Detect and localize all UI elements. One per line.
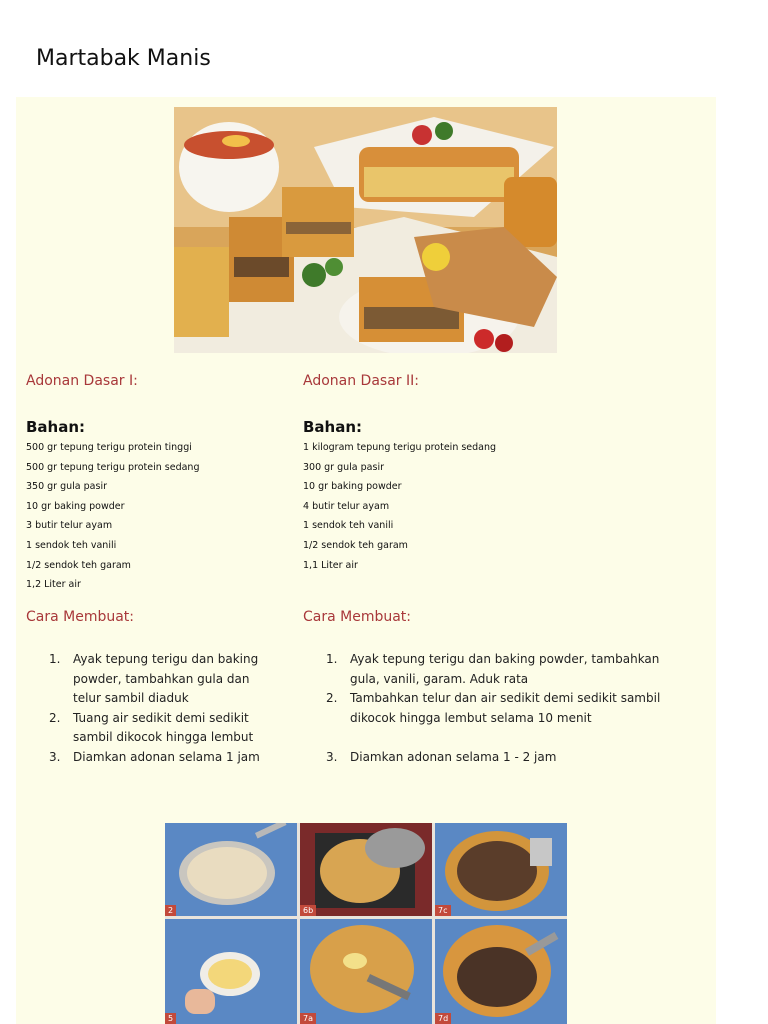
ingredient-item: 10 gr baking powder xyxy=(303,481,402,493)
step-photo-tag: 7a xyxy=(300,1013,316,1024)
ingredient-item: 1 sendok teh vanili xyxy=(26,539,117,551)
step-photo-tag: 5 xyxy=(165,1013,176,1024)
ingredient-item: 1/2 sendok teh garam xyxy=(26,559,131,571)
ingredient-item: 1 sendok teh vanili xyxy=(303,520,394,532)
step-photo-tag: 6b xyxy=(300,905,316,916)
steps-list-2 xyxy=(304,650,684,767)
step-item: 2. Tuang air sedikit demi sedikit sambil dikocok hingga lembut xyxy=(49,710,254,744)
step-photo-tag: 7c xyxy=(435,905,451,916)
steps-list-1 xyxy=(27,650,281,767)
step-photo-grid xyxy=(165,823,567,1024)
ingredient-item: 500 gr tepung terigu protein sedang xyxy=(26,461,200,473)
page-title: Martabak Manis xyxy=(36,46,211,71)
recipe-column-2 xyxy=(303,370,703,575)
ingredient-list xyxy=(303,438,703,575)
step-item: 1. Ayak tepung terigu dan baking powder, tambahkan gula dan telur sambil diaduk xyxy=(49,652,259,705)
martabak-photo xyxy=(174,107,557,353)
step-spacer xyxy=(304,728,684,748)
ingredient-item: 1/2 sendok teh garam xyxy=(303,539,408,551)
step-photo xyxy=(165,919,297,1024)
bahan-label: Bahan: xyxy=(26,418,86,436)
ingredient-list xyxy=(26,438,286,595)
cara-membuat-heading-1: Cara Membuat: xyxy=(26,609,135,625)
cara-membuat-heading-2: Cara Membuat: xyxy=(303,609,412,625)
ingredient-item: 1,1 Liter air xyxy=(303,559,358,571)
bahan-label: Bahan: xyxy=(303,418,363,436)
ingredient-item: 500 gr tepung terigu protein tinggi xyxy=(26,442,192,453)
step-photo-tag: 7d xyxy=(435,1013,451,1024)
ingredient-item: 10 gr baking powder xyxy=(26,500,125,512)
adonan-dasar-1-heading: Adonan Dasar I: xyxy=(26,373,138,389)
step-photo xyxy=(435,919,567,1024)
ingredient-item: 350 gr gula pasir xyxy=(26,481,107,493)
recipe-column-1 xyxy=(26,370,286,595)
step-photo xyxy=(300,823,432,916)
step-item: 1. Ayak tepung terigu dan baking powder, tambahkan gula, vanili, garam. Aduk rata xyxy=(326,652,660,686)
ingredient-item: 1,2 Liter air xyxy=(26,579,81,591)
ingredient-item: 1 kilogram tepung terigu protein sedang xyxy=(303,442,497,453)
step-item: 3. Diamkan adonan selama 1 jam xyxy=(49,749,260,764)
step-photo xyxy=(435,823,567,916)
ingredient-item: 300 gr gula pasir xyxy=(303,461,384,473)
adonan-dasar-2-heading: Adonan Dasar II: xyxy=(303,373,419,389)
ingredient-item: 3 butir telur ayam xyxy=(26,520,113,532)
step-photo xyxy=(300,919,432,1024)
step-item: 2. Tambahkan telur dan air sedikit demi sedikit sambil dikocok hingga lembut selama 10 menit xyxy=(326,691,661,725)
step-photo-tag: 2 xyxy=(165,905,176,916)
ingredient-item: 4 butir telur ayam xyxy=(303,500,390,512)
step-photo xyxy=(165,823,297,916)
step-item: 3. Diamkan adonan selama 1 - 2 jam xyxy=(326,749,557,764)
